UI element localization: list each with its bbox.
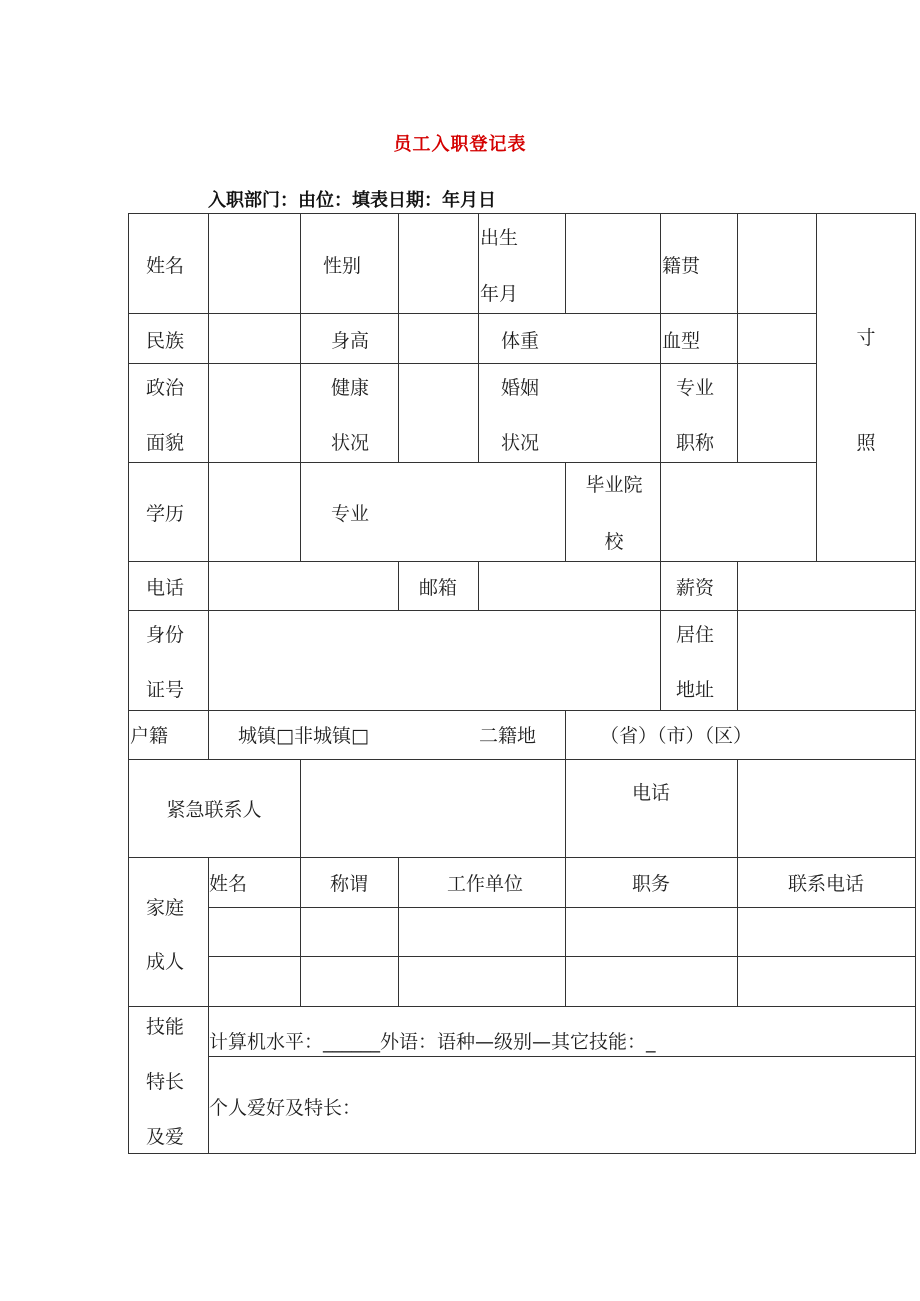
grid-line <box>208 710 209 759</box>
grid-line <box>737 561 738 710</box>
grid-line <box>128 313 816 314</box>
label-emergency-phone: 电话 <box>631 782 671 804</box>
hukou-type-options: 城镇□非城镇□ <box>238 725 369 747</box>
label-education: 学历 <box>145 503 185 525</box>
grid-line <box>208 907 916 908</box>
label-ethnicity: 民族 <box>145 330 185 352</box>
label-native-place: 籍贯 <box>662 255 701 277</box>
grid-line <box>565 213 566 313</box>
label-school: 毕业院 <box>585 474 643 496</box>
label-address-cont: 地址 <box>675 679 715 701</box>
label-family-cont: 成人 <box>145 951 185 973</box>
label-weight: 体重 <box>500 330 540 352</box>
grid-line <box>128 759 916 760</box>
grid-line <box>478 213 479 462</box>
label-salary: 薪资 <box>675 577 715 599</box>
family-header-relation: 称谓 <box>329 873 369 895</box>
grid-line <box>128 363 816 364</box>
label-political: 政治 <box>145 377 185 399</box>
grid-line <box>128 462 816 463</box>
grid-line <box>208 956 916 957</box>
label-name: 姓名 <box>145 255 185 277</box>
label-skills: 技能 <box>145 1016 185 1038</box>
grid-line <box>208 1056 916 1057</box>
grid-line <box>737 857 738 1006</box>
region-placeholders: （省）（市）（区） <box>600 725 753 747</box>
label-skills-cont-2: 及爱 <box>145 1126 185 1148</box>
family-header-position: 职务 <box>631 873 671 895</box>
label-health-cont: 状况 <box>330 432 370 454</box>
family-header-workplace: 工作单位 <box>446 873 524 895</box>
grid-line <box>565 857 566 1006</box>
grid-line <box>208 213 209 710</box>
form-border <box>128 213 916 1154</box>
label-hukou: 户籍 <box>130 725 169 747</box>
label-marital-cont: 状况 <box>500 432 540 454</box>
label-birth: 出生 <box>480 227 519 249</box>
label-prof-title-cont: 职称 <box>675 432 715 454</box>
grid-line <box>737 759 738 857</box>
label-political-cont: 面貌 <box>145 432 185 454</box>
grid-line <box>128 1006 916 1007</box>
grid-line <box>300 759 301 857</box>
grid-line <box>128 561 916 562</box>
skills-hobbies-line: 个人爱好及特长： <box>209 1097 362 1119</box>
grid-line <box>660 462 661 561</box>
grid-line <box>398 213 399 462</box>
grid-line <box>660 213 661 462</box>
photo-label-1: 寸 <box>856 327 876 349</box>
family-header-phone: 联系电话 <box>787 873 865 895</box>
label-health: 健康 <box>330 377 370 399</box>
label-address: 居住 <box>675 624 715 646</box>
grid-line <box>660 561 661 710</box>
label-marital: 婚姻 <box>500 377 540 399</box>
grid-line <box>128 610 916 611</box>
label-family: 家庭 <box>145 897 185 919</box>
registration-form <box>128 213 916 1154</box>
grid-line <box>128 710 916 711</box>
grid-line <box>300 213 301 561</box>
grid-line <box>398 561 399 611</box>
label-school-cont: 校 <box>604 531 624 553</box>
grid-line <box>128 857 916 858</box>
grid-line <box>478 561 479 611</box>
label-id-cont: 证号 <box>145 679 185 701</box>
grid-line <box>816 213 817 561</box>
label-phone: 电话 <box>145 577 185 599</box>
form-title: 员工入职登记表 <box>393 134 527 155</box>
grid-line <box>565 462 566 561</box>
label-birth-cont: 年月 <box>480 283 519 305</box>
photo-label-2: 照 <box>856 432 876 454</box>
grid-line <box>300 857 301 1006</box>
label-emergency-contact: 紧急联系人 <box>166 799 262 821</box>
grid-line <box>565 759 566 857</box>
label-skills-cont: 特长 <box>145 1071 185 1093</box>
label-major: 专业 <box>330 503 370 525</box>
family-header-name: 姓名 <box>209 873 248 895</box>
grid-line <box>398 857 399 1006</box>
label-email: 邮箱 <box>418 577 458 599</box>
form-subtitle: 入职部门：由位：填表日期：年月日 <box>208 190 496 211</box>
label-origin: 二籍地 <box>479 725 537 747</box>
label-prof-title: 专业 <box>675 377 715 399</box>
label-blood-type: 血型 <box>662 330 701 352</box>
label-height: 身高 <box>330 330 370 352</box>
label-id: 身份 <box>145 624 185 646</box>
grid-line <box>737 213 738 462</box>
skills-computer-language-line: 计算机水平：______外语：语种—级别—其它技能：_ <box>209 1031 656 1053</box>
grid-line <box>565 710 566 759</box>
label-gender: 性别 <box>322 255 362 277</box>
